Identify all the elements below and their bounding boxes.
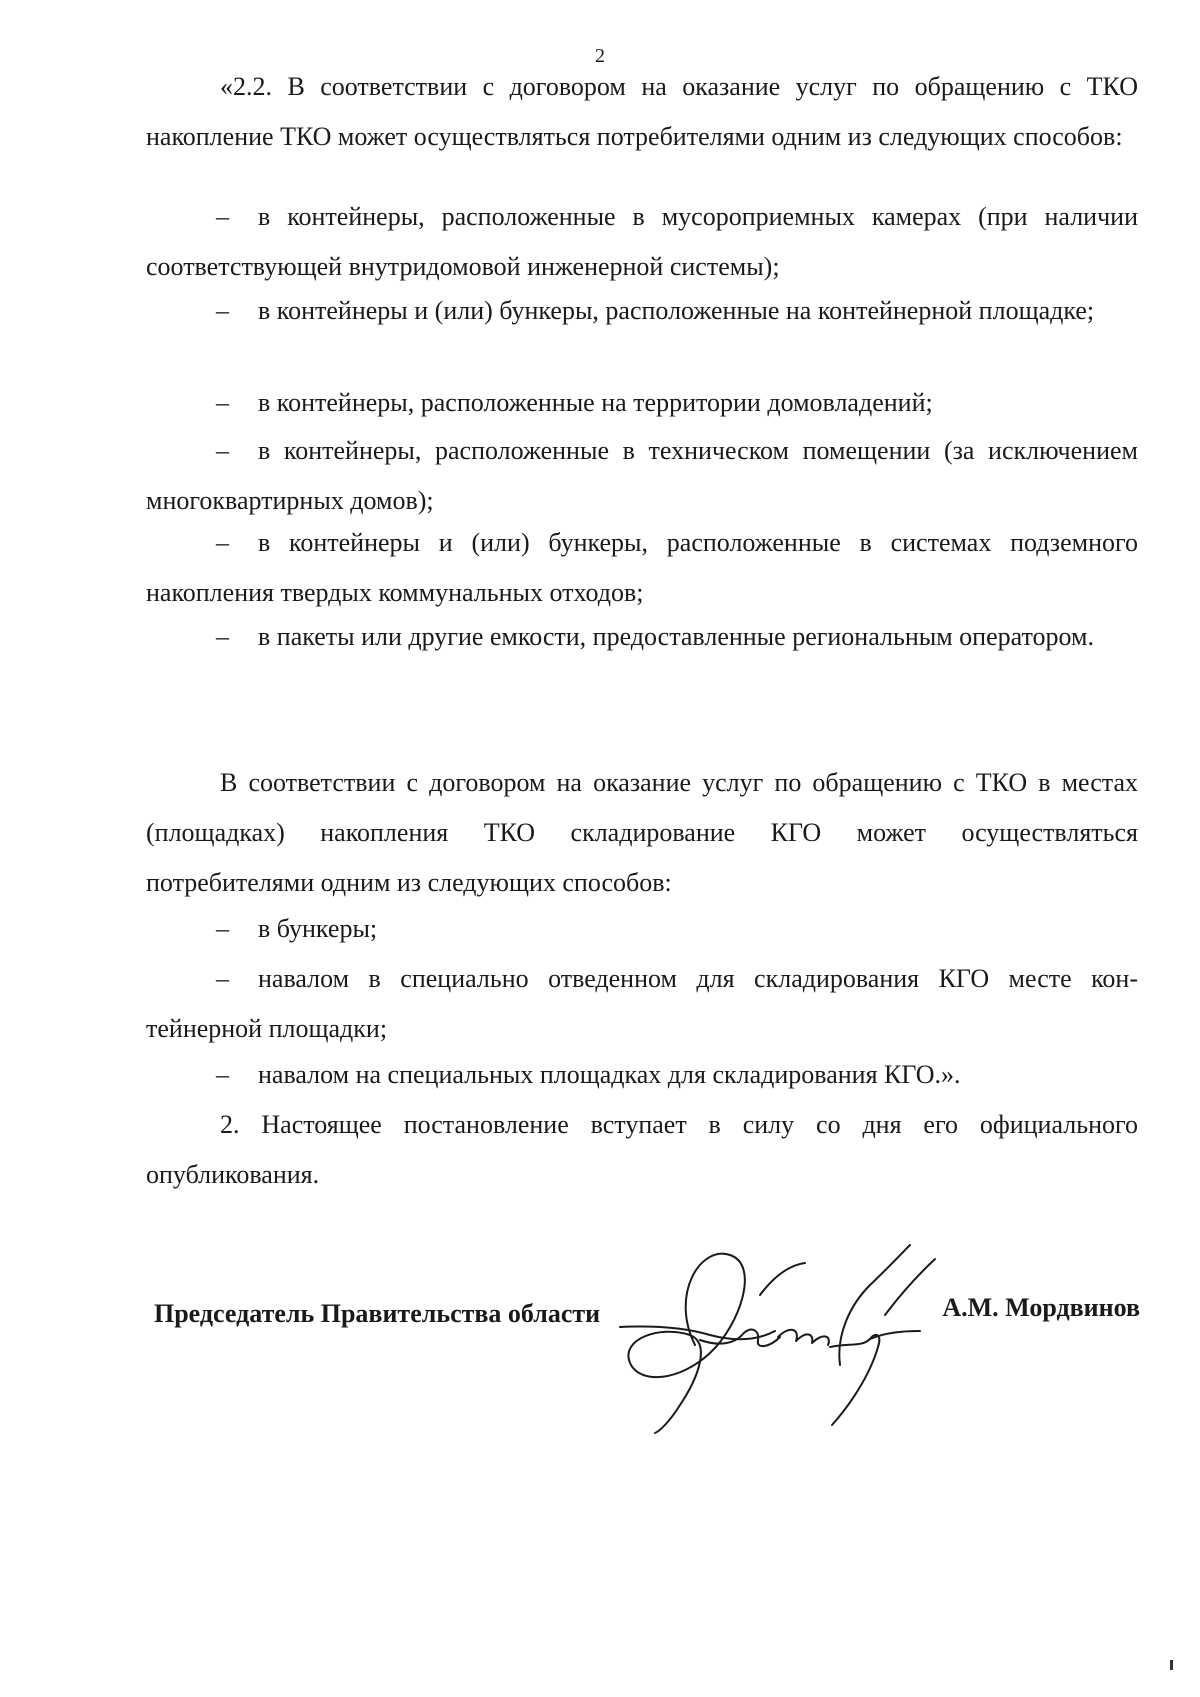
list-dash: – xyxy=(216,296,229,325)
signatory-title: Председатель Правительства области xyxy=(154,1299,601,1328)
list-dash: – xyxy=(216,436,229,465)
list-item-text: в контейнеры, расположенные на территории домовладений; xyxy=(258,388,933,417)
handwritten-signature xyxy=(600,1235,960,1435)
paragraph-2-2-intro: «2.2. В соответствии с договором на оказание услуг по обращению с ТКО накопление ТКО может осуществляться потребителями одним из следующих способов: xyxy=(146,72,1138,151)
signatory-name: А.М. Мордвинов xyxy=(942,1293,1140,1322)
paragraph-effective-date: 2. Настоящее постановление вступает в силу со дня его официального опубликования. xyxy=(146,1110,1138,1189)
list-item-text: в бункеры; xyxy=(258,914,378,943)
paragraph-kgo-intro: В соответствии с договором на оказание услуг по обращению с ТКО в местах (площадках) накопления ТКО складирование КГО может осуществляться потребителями одним из следующих способов: xyxy=(146,768,1138,897)
list-item-text: в контейнеры и (или) бункеры, расположенные на контейнерной площадке; xyxy=(258,296,1095,325)
page-number: 2 xyxy=(595,45,605,67)
list-item xyxy=(146,612,1138,662)
list-dash: – xyxy=(216,914,229,943)
list-dash: – xyxy=(216,528,229,557)
list-item xyxy=(146,954,1138,1054)
scan-artifact xyxy=(1170,1660,1173,1670)
list-item xyxy=(146,904,1138,954)
list-dash: – xyxy=(216,964,229,993)
list-dash: – xyxy=(216,388,229,417)
list-item-text: в контейнеры и (или) бункеры, расположенные в системах подземного накопления твердых коммунальных отходов; xyxy=(146,528,1138,607)
list-dash: – xyxy=(216,1060,229,1089)
list-dash: – xyxy=(216,202,229,231)
list-item-text: в контейнеры, расположенные в мусороприемных камерах (при наличии соответствующей внутридомовой инженерной системы); xyxy=(146,202,1138,281)
list-item xyxy=(146,426,1138,526)
list-item-text: навалом в специально отведенном для складирования КГО месте контейнерной площадки; xyxy=(146,964,1138,1043)
list-item-text: в пакеты или другие емкости, предоставленные региональным оператором. xyxy=(258,622,1094,651)
list-item xyxy=(146,1050,1138,1100)
list-item xyxy=(146,286,1138,336)
list-item-text: навалом на специальных площадках для складирования КГО.». xyxy=(258,1060,961,1089)
list-item xyxy=(146,518,1138,618)
list-dash: – xyxy=(216,622,229,651)
list-item xyxy=(146,192,1138,292)
list-item xyxy=(146,378,1138,428)
list-item-text: в контейнеры, расположенные в техническом помещении (за исключением многоквартирных домов); xyxy=(146,436,1138,515)
